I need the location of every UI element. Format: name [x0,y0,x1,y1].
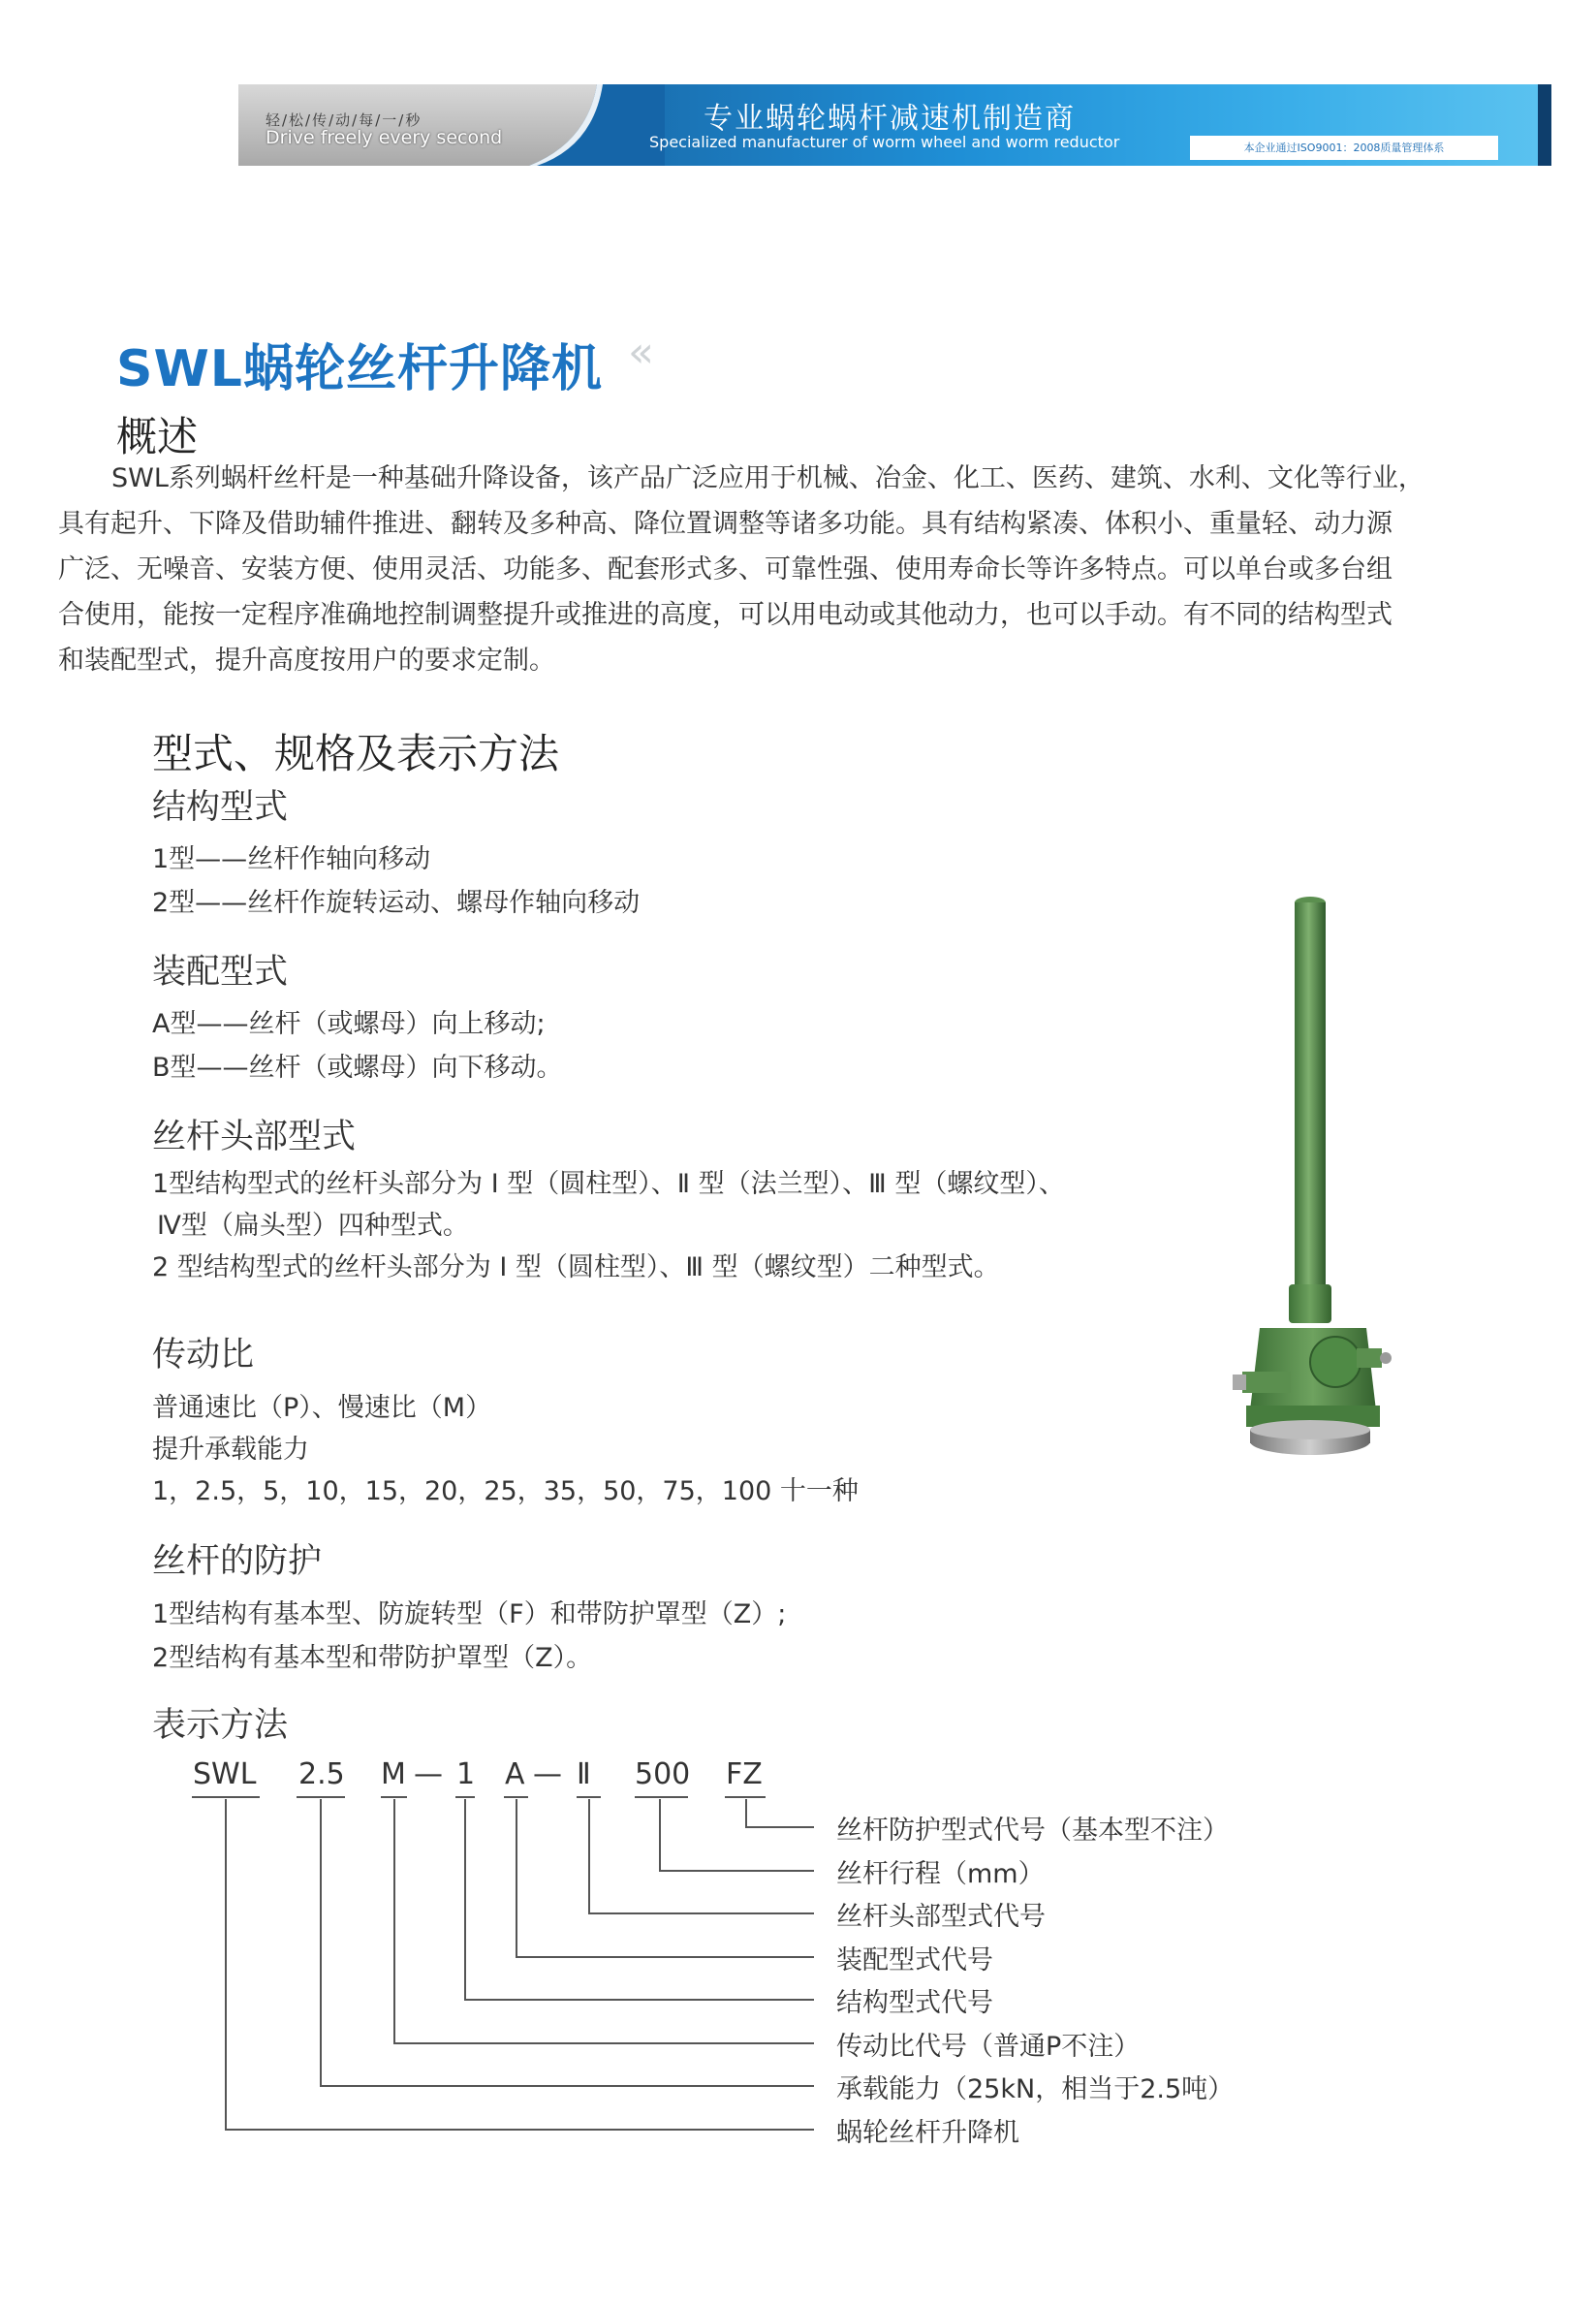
head-type-item: 2 型结构型式的丝杆头部分为 Ⅰ 型（圆柱型）、Ⅲ 型（螺纹型）二种型式。 [152,1252,1000,1282]
assembly-item: B型——丝杆（或螺母）向下移动。 [152,1053,563,1083]
double-chevron-left-icon: « [628,328,654,377]
protection-item: 2型结构有基本型和带防护罩型（Z）。 [152,1643,593,1673]
banner-maker-cn: 专业蜗轮蜗杆减速机制造商 [704,102,1076,136]
overview-line: SWL系列蜗杆丝杆是一种基础升降设备，该产品广泛应用于机械、冶金、化工、医药、建筑、水利、文化等行业， [111,463,1424,493]
legend-protection: 丝杆防护型式代号（基本型不注） [836,1816,1229,1846]
overview-line: 和装配型式，提升高度按用户的要求定制。 [58,646,555,676]
page-title: SWL蜗轮丝杆升降机 [116,340,603,398]
legend-ratio: 传动比代号（普通P不注） [836,2032,1141,2062]
head-type-item: 1型结构型式的丝杆头部分为 Ⅰ 型（圆柱型）、Ⅱ 型（法兰型）、Ⅲ 型（螺纹型）、 [152,1169,1065,1199]
legend-capacity: 承载能力（25kN，相当于2.5吨） [836,2074,1235,2104]
banner-maker-en: Specialized manufacturer of worm wheel and worm reductor [649,133,1120,151]
notation-heading: 表示方法 [152,1706,289,1745]
code-protection: FZ [726,1757,763,1791]
code-assembly: A [505,1757,525,1791]
legend-head: 丝杆头部型式代号 [836,1902,1046,1932]
legend-stroke: 丝杆行程（mm） [836,1859,1045,1889]
overview-line: 广泛、无噪音、安装方便、使用灵活、功能多、配套形式多、可靠性强、使用寿命长等许多特点。可以单台或多台组 [58,554,1393,585]
head-type-heading: 丝杆头部型式 [152,1118,357,1156]
code-swl: SWL [193,1757,257,1791]
capacity-label: 提升承载能力 [152,1435,309,1465]
code-dash: — [533,1757,562,1791]
code-structure: 1 [456,1757,476,1791]
overview-line: 具有起升、下降及借助辅件推进、翻转及多种高、降位置调整等诸多功能。具有结构紧凑、体积小、重量轻、动力源 [58,509,1393,539]
code-capacity: 2.5 [298,1757,345,1791]
protection-heading: 丝杆的防护 [152,1542,323,1581]
code-stroke: 500 [635,1757,691,1791]
iso-certification-badge: 本企业通过ISO9001：2008质量管理体系 [1190,136,1498,160]
legend-structure: 结构型式代号 [836,1988,993,2018]
structure-item: 2型——丝杆作旋转运动、螺母作轴向移动 [152,888,641,918]
banner-slogan-en: Drive freely every second [266,127,503,148]
overview-heading: 概述 [116,413,199,460]
banner-slogan-cn: 轻/松/传/动/每/一/秒 [266,111,422,129]
assembly-heading: 装配型式 [152,953,289,992]
code-head: Ⅱ [577,1757,591,1791]
capacity-values: 1，2.5，5，10，15，20，25，35，50，75，100 十一种 [152,1476,859,1506]
legend-product: 蜗轮丝杆升降机 [836,2118,1019,2148]
code-dash: — [414,1757,443,1791]
protection-item: 1型结构有基本型、防旋转型（F）和带防护罩型（Z）; [152,1599,787,1629]
ratio-heading: 传动比 [152,1336,255,1375]
code-ratio: M [381,1757,406,1791]
head-type-item: Ⅳ型（扁头型）四种型式。 [157,1211,469,1241]
spec-heading: 型式、规格及表示方法 [152,730,560,777]
ratio-item: 普通速比（P）、慢速比（M） [152,1393,492,1423]
overview-line: 合使用，能按一定程序准确地控制调整提升或推进的高度，可以用电动或其他动力，也可以手动。有不同的结构型式 [58,600,1393,630]
legend-assembly: 装配型式代号 [836,1945,993,1975]
assembly-item: A型——丝杆（或螺母）向上移动; [152,1009,546,1039]
structure-heading: 结构型式 [152,788,289,827]
structure-item: 1型——丝杆作轴向移动 [152,844,431,874]
screw-jack-image [1221,887,1395,1469]
